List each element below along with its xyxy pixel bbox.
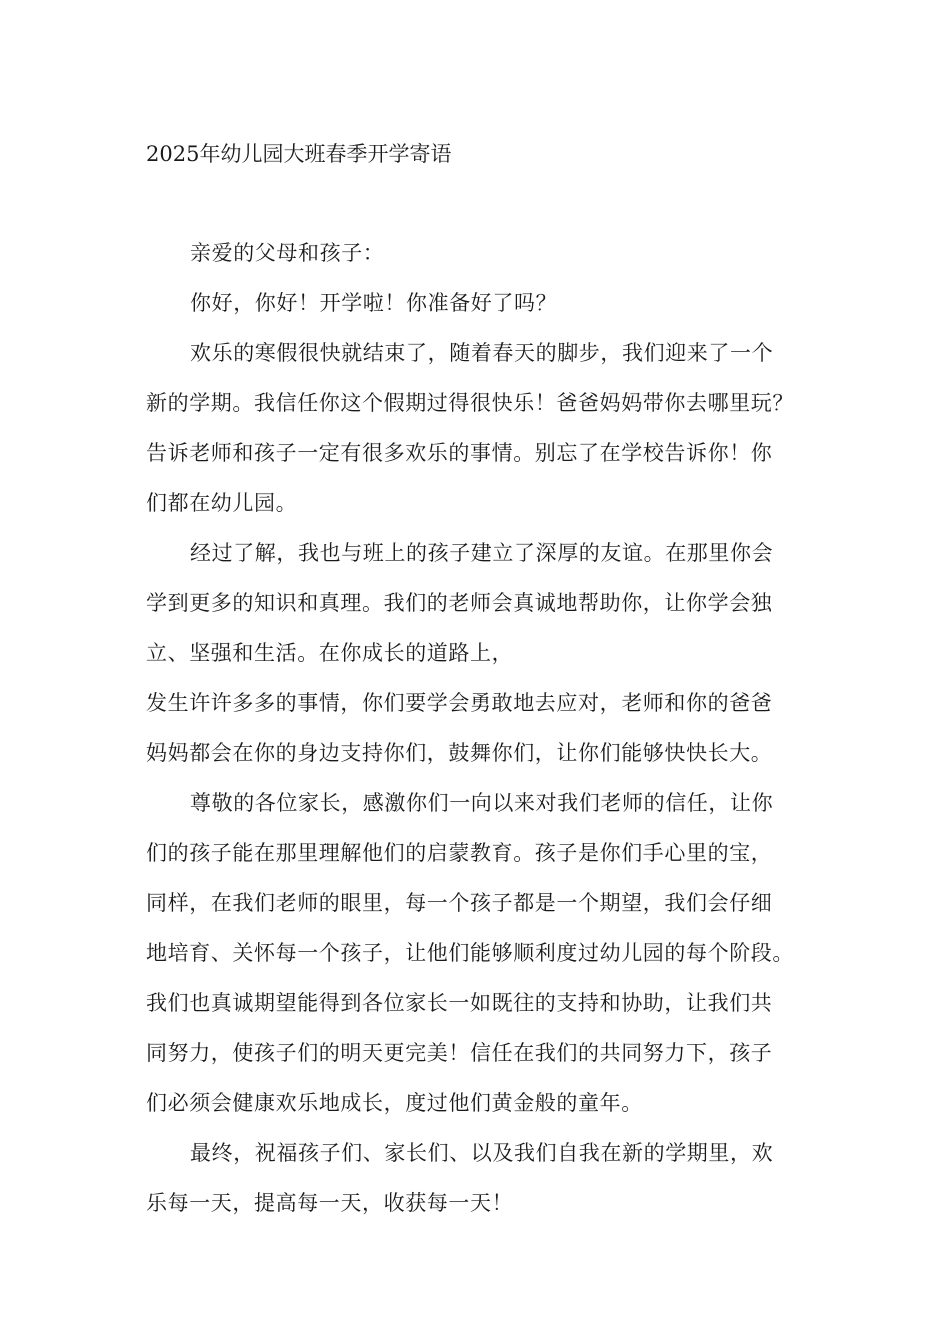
text-line: 同样，在我们老师的眼里，每一个孩子都是一个期望，我们会仔细	[146, 891, 773, 915]
text-line: 发生许许多多的事情，你们要学会勇敢地去应对，老师和你的爸爸	[146, 691, 773, 715]
text-line: 欢乐的寒假很快就结束了，随着春天的脚步，我们迎来了一个	[190, 341, 774, 365]
text-line: 们都在幼儿园。	[146, 491, 298, 515]
document-body	[146, 228, 836, 1228]
text-line: 立、坚强和生活。在你成长的道路上，	[146, 641, 514, 665]
text-line: 经过了解，我也与班上的孩子建立了深厚的友谊。在那里你会	[190, 541, 774, 565]
text-line: 你好，你好！开学啦！你准备好了吗？	[190, 291, 558, 315]
text-line: 们的孩子能在那里理解他们的启蒙教育。孩子是你们手心里的宝，	[146, 841, 773, 865]
text-line: 告诉老师和孩子一定有很多欢乐的事情。别忘了在学校告诉你！你	[146, 441, 773, 465]
text-line: 尊敬的各位家长，感激你们一向以来对我们老师的信任，让你	[190, 791, 774, 815]
document-title: 2025年幼儿园大班春季开学寄语	[146, 142, 452, 166]
text-line: 妈妈都会在你的身边支持你们，鼓舞你们，让你们能够快快长大。	[146, 741, 773, 765]
text-line: 新的学期。我信任你这个假期过得很快乐！爸爸妈妈带你去哪里玩？	[146, 391, 794, 415]
text-line: 学到更多的知识和真理。我们的老师会真诚地帮助你，让你学会独	[146, 591, 773, 615]
text-line: 最终，祝福孩子们、家长们、以及我们自我在新的学期里，欢	[190, 1141, 774, 1165]
text-line: 们必须会健康欢乐地成长，度过他们黄金般的童年。	[146, 1091, 643, 1115]
text-line: 地培育、关怀每一个孩子，让他们能够顺利度过幼儿园的每个阶段。	[146, 941, 794, 965]
text-line: 亲爱的父母和孩子：	[190, 241, 385, 265]
text-line: 同努力，使孩子们的明天更完美！信任在我们的共同努力下，孩子	[146, 1041, 773, 1065]
text-line: 乐每一天，提高每一天，收获每一天！	[146, 1191, 514, 1215]
text-line: 我们也真诚期望能得到各位家长一如既往的支持和协助，让我们共	[146, 991, 773, 1015]
